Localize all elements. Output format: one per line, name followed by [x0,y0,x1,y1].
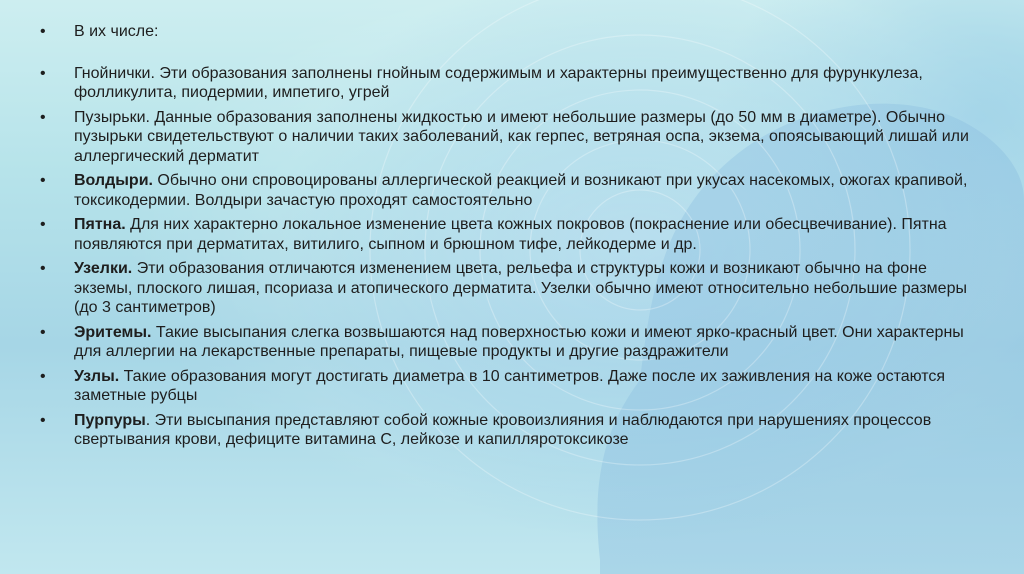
item-text: Такие высыпания слегка возвышаются над поверхностью кожи и имеют ярко-красный цвет. Они характерны для аллергии на лекарственные препараты, пищевые продукты и другие раздражители [74,323,964,360]
item-text: В их числе: [74,23,159,40]
bullet-icon: • [40,23,46,40]
bullet-icon: • [40,216,46,233]
item-text: Эти образования отличаются изменением цвета, рельефа и структуры кожи и возникают обычно на фоне экземы, плоского лишая, псориаза и атопического дерматита. Узелки обычно имеют относительно небольшие размеры (до 3 сантиметров) [74,260,967,316]
item-text: Пузырьки. Данные образования заполнены жидкостью и имеют небольшие размеры (до 50 мм в диаметре). Обычно пузырьки свидетельствуют о наличии таких заболеваний, как герпес, ветряная оспа, экзема, опоясывающий лишай или аллергический дерматит [74,108,969,165]
bullet-icon: • [40,411,46,429]
bullet-icon: • [40,172,46,189]
bullet-list [40,22,970,450]
item-text: Обычно они спровоцированы аллергической реакцией и возникают при укусах насекомых, ожогах крапивой, токсикодермии. Волдыри зачастую проходят самостоятельно [74,172,968,209]
list-item [40,215,970,254]
list-item [40,259,970,318]
item-text: Для них характерно локальное изменение цвета кожных покровов (покраснение или обесцвечивание). Пятна появляются при дерматитах, витилиго, сыпном и брюшном тифе, лейкодерме и др. [74,216,947,253]
bullet-icon: • [40,108,46,126]
list-item [40,171,970,210]
bullet-icon: • [40,260,46,277]
item-term: Пятна. [74,216,126,233]
item-term: Волдыри. [74,172,153,189]
list-item [40,64,970,103]
item-text: . Эти высыпания представляют собой кожные кровоизлияния и наблюдаются при нарушениях процессов свертывания крови, дефиците витамина С, лейкозе и капилляротоксикозе [74,411,932,448]
item-term: Пурпуры [74,411,146,429]
list-item [40,108,970,167]
list-item [40,367,970,406]
bullet-icon: • [40,323,46,341]
item-term: Узлы. [74,367,120,385]
item-term: Узелки. [74,260,133,277]
bullet-icon: • [40,367,46,385]
item-text: Гнойнички. Эти образования заполнены гнойным содержимым и характерны преимущественно для фурункулеза, фолликулита, пиодермии, импетиго, угрей [74,64,923,101]
bullet-icon: • [40,64,46,82]
item-term: Эритемы. [74,323,152,341]
list-item [40,22,970,42]
list-item [40,411,970,450]
list-item [40,323,970,362]
bullet-list-container [40,22,970,455]
item-text: Такие образования могут достигать диаметра в 10 сантиметров. Даже после их заживления на коже остаются заметные рубцы [74,367,946,404]
